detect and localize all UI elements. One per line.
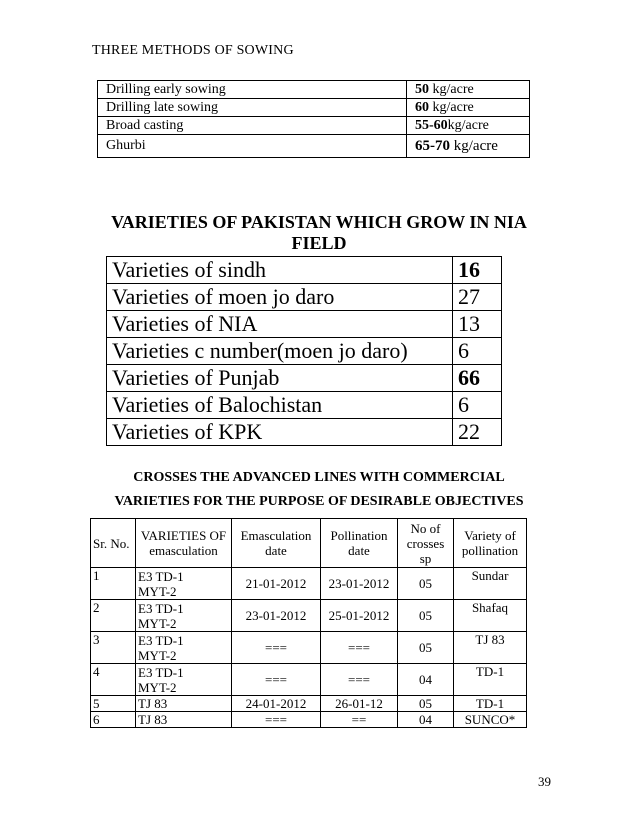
table-row — [91, 568, 527, 600]
variety-count: 16 — [453, 257, 502, 284]
table-row — [107, 338, 502, 365]
cell-no-crosses: 05 — [398, 568, 454, 600]
table-row — [91, 600, 527, 632]
cell-variety: TJ 83 — [136, 712, 232, 728]
variety-count: 27 — [453, 284, 502, 311]
cell-no-crosses: 04 — [398, 664, 454, 696]
variety-count: 22 — [453, 419, 502, 446]
cell-pollination-date: == — [321, 712, 398, 728]
variety-count: 66 — [453, 365, 502, 392]
cell-pollination-date: === — [321, 664, 398, 696]
table-row — [107, 257, 502, 284]
crosses-title — [92, 466, 546, 514]
table-header-row — [91, 519, 527, 568]
header-no-crosses: No of crosses sp — [398, 519, 454, 568]
sowing-table — [97, 80, 530, 158]
cell-variety-pollination: TJ 83 — [454, 632, 527, 664]
table-row — [107, 365, 502, 392]
cell-variety: E3 TD-1 MYT-2 — [136, 568, 232, 600]
header-varieties: VARIETIES OF emasculation — [136, 519, 232, 568]
table-row — [107, 284, 502, 311]
table-row — [98, 99, 530, 117]
varieties-title: VARIETIES OF PAKISTAN WHICH GROW IN NIA FIELD — [111, 212, 527, 253]
sowing-method: Ghurbi — [98, 135, 407, 158]
sowing-title: THREE METHODS OF SOWING — [92, 43, 294, 58]
cell-sr: 6 — [91, 712, 136, 728]
header-emasculation-date: Emasculation date — [232, 519, 321, 568]
crosses-title-line2: VARIETIES FOR THE PURPOSE OF DESIRABLE OBJECTIVES — [114, 494, 524, 509]
cell-variety-pollination: TD-1 — [454, 664, 527, 696]
cell-pollination-date: 25-01-2012 — [321, 600, 398, 632]
cell-variety: TJ 83 — [136, 696, 232, 712]
variety-name: Varieties of NIA — [107, 311, 453, 338]
cell-pollination-date: 26-01-12 — [321, 696, 398, 712]
header-variety-pollination: Variety of pollination — [454, 519, 527, 568]
sowing-method: Broad casting — [98, 117, 407, 135]
table-row — [107, 392, 502, 419]
cell-variety-pollination: TD-1 — [454, 696, 527, 712]
cell-no-crosses: 05 — [398, 600, 454, 632]
table-row — [98, 81, 530, 99]
variety-count: 6 — [453, 338, 502, 365]
cell-emasculation-date: 24-01-2012 — [232, 696, 321, 712]
cell-sr: 5 — [91, 696, 136, 712]
table-row — [98, 117, 530, 135]
cell-emasculation-date: === — [232, 632, 321, 664]
variety-name: Varieties of Punjab — [107, 365, 453, 392]
table-row — [91, 712, 527, 728]
cell-variety: E3 TD-1 MYT-2 — [136, 664, 232, 696]
cell-sr: 2 — [91, 600, 136, 632]
sowing-rate: 55-60kg/acre — [407, 117, 530, 135]
variety-name: Varieties c number(moen jo daro) — [107, 338, 453, 365]
crosses-title-line1: CROSSES THE ADVANCED LINES WITH COMMERCIAL — [133, 470, 505, 485]
table-row — [107, 311, 502, 338]
cell-no-crosses: 05 — [398, 632, 454, 664]
cell-emasculation-date: 23-01-2012 — [232, 600, 321, 632]
cell-sr: 4 — [91, 664, 136, 696]
sowing-method: Drilling late sowing — [98, 99, 407, 117]
variety-name: Varieties of moen jo daro — [107, 284, 453, 311]
cell-emasculation-date: === — [232, 664, 321, 696]
cell-variety: E3 TD-1 MYT-2 — [136, 600, 232, 632]
sowing-rate: 65-70 kg/acre — [407, 135, 530, 158]
variety-count: 13 — [453, 311, 502, 338]
cell-pollination-date: === — [321, 632, 398, 664]
cell-variety-pollination: Shafaq — [454, 600, 527, 632]
cell-no-crosses: 05 — [398, 696, 454, 712]
cell-variety-pollination: Sundar — [454, 568, 527, 600]
cell-emasculation-date: 21-01-2012 — [232, 568, 321, 600]
cell-emasculation-date: === — [232, 712, 321, 728]
cell-no-crosses: 04 — [398, 712, 454, 728]
header-sr: Sr. No. — [91, 519, 136, 568]
variety-count: 6 — [453, 392, 502, 419]
crosses-table — [90, 518, 527, 728]
cell-variety-pollination: SUNCO* — [454, 712, 527, 728]
page-number: 39 — [538, 774, 551, 789]
cell-variety: E3 TD-1 MYT-2 — [136, 632, 232, 664]
cell-pollination-date: 23-01-2012 — [321, 568, 398, 600]
variety-name: Varieties of sindh — [107, 257, 453, 284]
table-row — [91, 632, 527, 664]
variety-name: Varieties of KPK — [107, 419, 453, 446]
table-row — [98, 135, 530, 158]
table-row — [91, 696, 527, 712]
sowing-rate: 60 kg/acre — [407, 99, 530, 117]
table-row — [91, 664, 527, 696]
sowing-method: Drilling early sowing — [98, 81, 407, 99]
variety-name: Varieties of Balochistan — [107, 392, 453, 419]
sowing-rate: 50 kg/acre — [407, 81, 530, 99]
table-row — [107, 419, 502, 446]
varieties-table — [106, 256, 502, 446]
cell-sr: 1 — [91, 568, 136, 600]
cell-sr: 3 — [91, 632, 136, 664]
header-pollination-date: Pollination date — [321, 519, 398, 568]
